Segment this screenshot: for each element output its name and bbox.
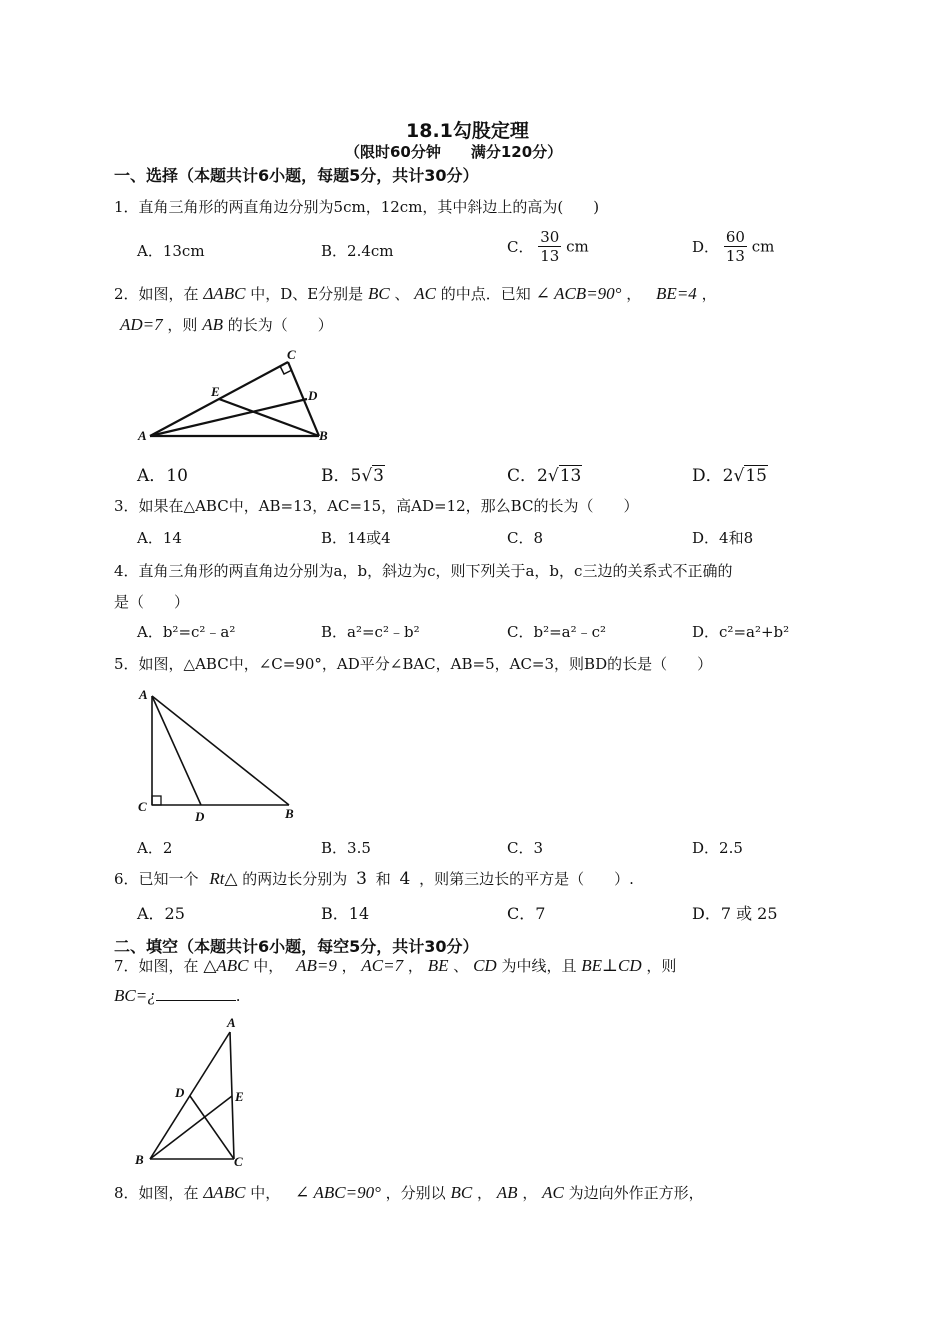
- q4-option-a: A．b²=c²﹣a²: [137, 623, 236, 641]
- q7-label-b: B: [135, 1152, 144, 1167]
- q3-option-a: A．14: [137, 529, 182, 547]
- q7-label-e: E: [235, 1089, 244, 1104]
- q1-c-fraction: $\frac{30}{13}$: [540, 228, 560, 265]
- question-3-text: 3．如果在△ABC中，AB=13，AC=15，高AD=12，那么BC的长为（ ）: [114, 497, 639, 515]
- question-1-text: 1．直角三角形的两直角边分别为5cm，12cm，其中斜边上的高为( ): [114, 198, 600, 216]
- section-heading-choice: 一、选择（本题共计6小题，每题5分，共计30分）: [114, 166, 479, 185]
- q2-triangle-figure: [135, 342, 335, 444]
- q1-option-c: C． $\frac{30}{13}$ cm: [507, 228, 589, 265]
- q2-label-a: A: [138, 428, 147, 443]
- q7-label-c: C: [234, 1154, 243, 1169]
- q5-option-a: A．2: [137, 839, 173, 857]
- q7-triangle-figure: [130, 1012, 260, 1174]
- question-4-line2: 是（ ）: [114, 593, 190, 611]
- q1-option-d: D． $\frac{60}{13}$ cm: [692, 228, 775, 265]
- q3-option-b: B．14或4: [321, 529, 391, 547]
- q6-option-b: B．14: [321, 904, 370, 923]
- q7-answer-blank[interactable]: [156, 986, 236, 1001]
- page-title: 18.1勾股定理: [406, 120, 529, 142]
- q2-label-d: D: [308, 388, 318, 403]
- question-2-line2: AD=7 ，则 AB 的长为（ ）: [120, 315, 333, 334]
- q3-option-c: C．8: [507, 529, 544, 547]
- q1-option-b: B．2.4cm: [321, 242, 394, 260]
- q2-label-b: B: [319, 428, 328, 443]
- q4-option-d: D．c²=a²+b²: [692, 623, 790, 641]
- question-4-line1: 4．直角三角形的两直角边分别为a，b，斜边为c，则下列关于a，b，c三边的关系式不正确的: [114, 562, 733, 580]
- q5-option-c: C．3: [507, 839, 544, 857]
- q1-option-a: A．13cm: [137, 242, 205, 260]
- q4-option-b: B．a²=c²﹣b²: [321, 623, 420, 641]
- q6-option-a: A．25: [137, 904, 185, 923]
- q5-label-c: C: [138, 799, 147, 814]
- q5-option-b: B．3.5: [321, 839, 371, 857]
- question-6-text: 6．已知一个 Rt△ 的两边长分别为 3 和 4 ，则第三边长的平方是（ ）.: [114, 869, 634, 889]
- q7-label-d: D: [175, 1085, 185, 1100]
- question-8-line1: 8．如图，在 ΔABC 中， ∠ ABC=90° ，分别以 BC ， AB ， AC 为边向外作正方形，: [114, 1183, 704, 1202]
- q2-option-a: A．10: [137, 466, 188, 486]
- question-7-line1: 7．如图，在 △ABC 中， AB=9 ， AC=7 ， BE 、 CD 为中线，且 BE⊥CD ，则: [114, 956, 677, 975]
- q2-option-b: B．5√3: [321, 466, 384, 486]
- q5-option-d: D．2.5: [692, 839, 743, 857]
- page-subtitle: （限时60分钟 满分120分）: [345, 143, 563, 161]
- q3-option-d: D．4和8: [692, 529, 754, 547]
- q2-label-c: C: [287, 347, 296, 362]
- q7-label-a: A: [227, 1015, 236, 1030]
- q4-option-c: C．b²=a²﹣c²: [507, 623, 607, 641]
- q1-d-fraction: $\frac{60}{13}$: [725, 228, 745, 265]
- question-5-text: 5．如图，△ABC中，∠C=90°，AD平分∠BAC，AB=5，AC=3，则BD的长是（ ）: [114, 655, 713, 673]
- q5-triangle-figure: [134, 684, 304, 826]
- q2-option-d: D．2√15: [692, 466, 767, 486]
- q2-option-c: C．2√13: [507, 466, 582, 486]
- q6-option-d: D．7 或 25: [692, 904, 778, 923]
- q2-label-e: E: [211, 384, 220, 399]
- q5-label-a: A: [139, 687, 148, 702]
- question-7-line2: BC=¿ .: [114, 986, 241, 1005]
- q5-label-b: B: [285, 806, 294, 821]
- q5-label-d: D: [195, 809, 205, 824]
- question-2-line1: 2．如图，在 ΔABC 中，D、E分别是 BC 、 AC 的中点．已知 ∠ ACB=90° ， BE=4 ，: [114, 284, 717, 303]
- q6-option-c: C．7: [507, 904, 546, 923]
- section-heading-fill: 二、填空（本题共计6小题，每空5分，共计30分）: [114, 937, 479, 956]
